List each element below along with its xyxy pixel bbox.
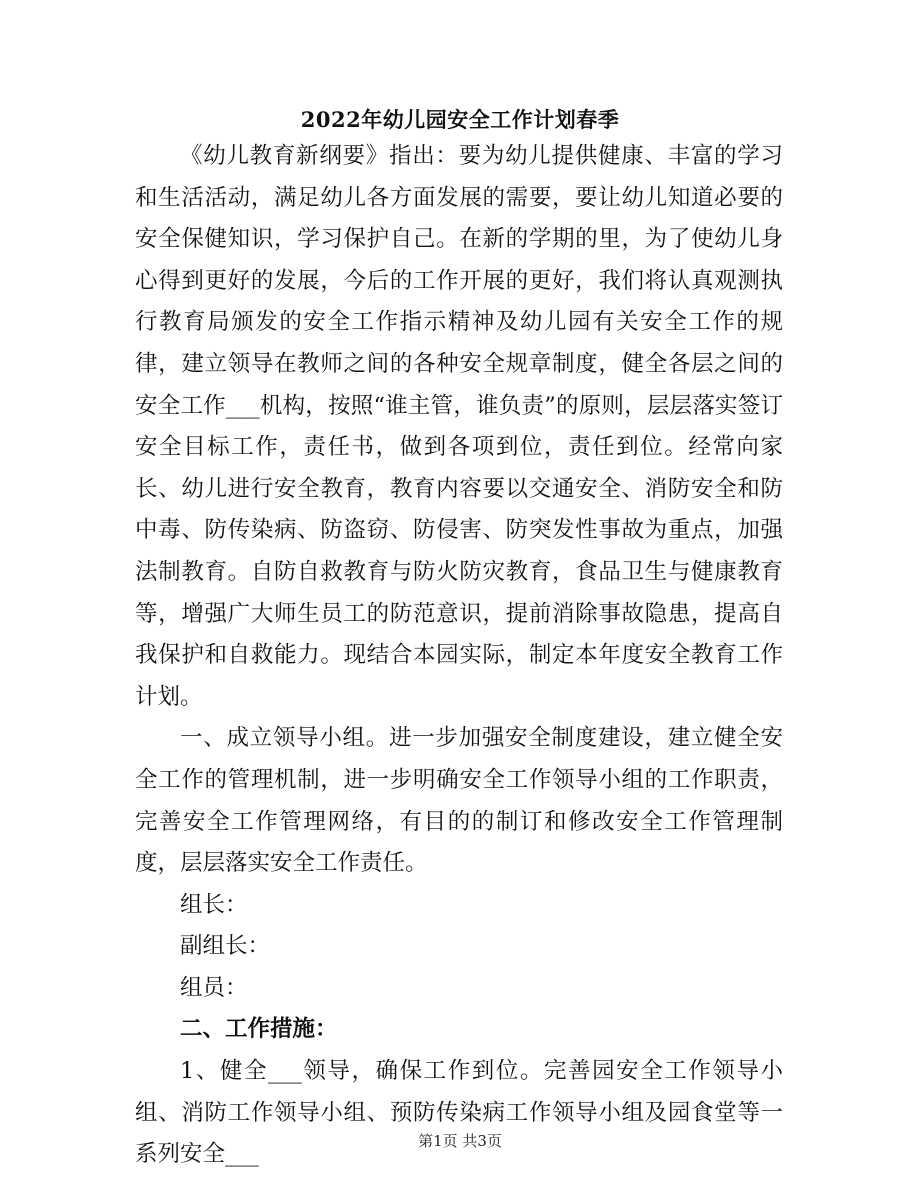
measure-one-paragraph: 1、健全___领导，确保工作到位。完善园安全工作领导小组、消防工作领导小组、预防传染病工作领导小组及园食堂等一系列安全___ [135, 1058, 783, 1168]
members-line: 组员： [180, 974, 248, 1001]
document-title: 2022年幼儿园安全工作计划春季 [300, 107, 620, 132]
leader-line: 组长： [180, 891, 248, 918]
section-two-heading: 二、工作措施： [180, 1016, 338, 1043]
document-body [135, 136, 783, 1176]
page-number: 第1页 共3页 [418, 1132, 502, 1150]
deputy-leader-line: 副组长： [180, 933, 271, 960]
intro-paragraph: 《幼儿教育新纲要》指出：要为幼儿提供健康、丰富的学习和生活活动，满足幼儿各方面发展的需要，要让幼儿知道必要的安全保健知识，学习保护自己。在新的学期的里，为了使幼儿身心得到更好的发展，今后的工作开展的更好，我们将认真观测执行教育局颁发的安全工作指示精神及幼儿园有关安全工作的规律，建立领导在教师之间的各种安全规章制度，健全各层之间的安全工作___机构，按照“谁主管，谁负责”的原则，层层落实签订安全目标工作，责任书，做到各项到位，责任到位。经常向家长、幼儿进行安全教育，教育内容要以交通安全、消防安全和防中毒、防传染病、防盗窃、防侵害、防突发性事故为重点，加强法制教育。自防自救教育与防火防灾教育，食品卫生与健康教育等，增强广大师生员工的防范意识，提前消除事故隐患，提高自我保护和自救能力。现结合本园实际，制定本年度安全教育工作计划。 [135, 143, 783, 710]
section-one-paragraph: 一、成立领导小组。进一步加强安全制度建设，建立健全安全工作的管理机制，进一步明确安全工作领导小组的工作职责，完善安全工作管理网络，有目的的制订和修改安全工作管理制度，层层落实安全工作责任。 [135, 725, 783, 877]
